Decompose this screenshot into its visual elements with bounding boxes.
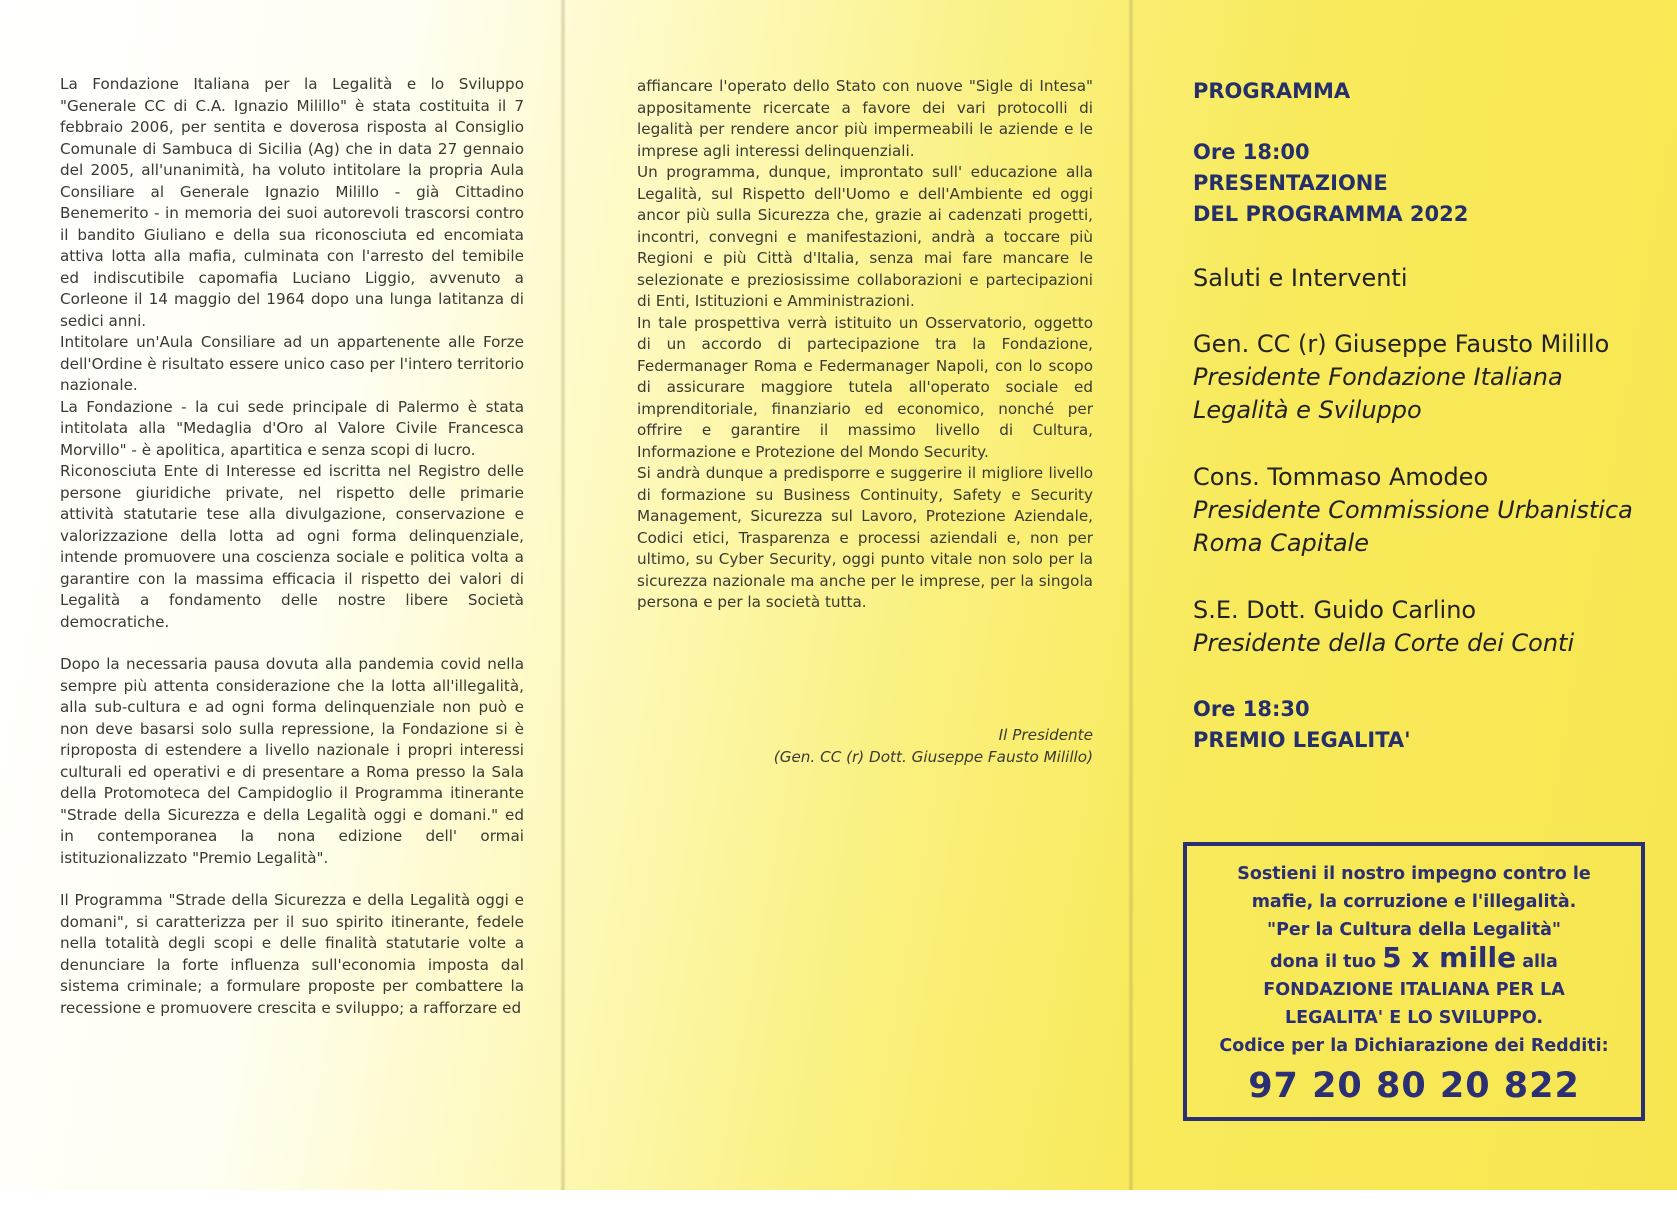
- five-per-mille: 5 x mille: [1382, 941, 1517, 974]
- paragraph: affiancare l'operato dello Stato con nuove "Sigle di Intesa" appositamente ricercate a favore dei vari protocolli di legalità per rendere ancor più impermeabili le aziende e le imprese agli interessi delinquenziali.: [637, 77, 1093, 160]
- session-title: DEL PROGRAMMA 2022: [1193, 202, 1469, 226]
- donation-box: [1183, 842, 1645, 1121]
- signature-name: (Gen. CC (r) Dott. Giuseppe Fausto Milillo): [773, 747, 1093, 766]
- donation-line: Sostieni il nostro impegno contro le: [1237, 864, 1591, 884]
- paragraph: Dopo la necessaria pausa dovuta alla pandemia covid nella sempre più attenta considerazione che la lotta all'illegalità, alla sub-cultura e ad ogni forma delinquenziale non può e non deve basarsi solo sulla repressione, la Fondazione si è riproposta di estendere a livello nazionale i propri interessi culturali ed operativi e di presentare a Roma presso la Sala della Protomoteca del Campidoglio il Programma itinerante "Strade della Sicurezza e della Legalità oggi e domani." ed in contemporanea la nona edizione dell' ormai istituzionalizzato "Premio Legalità".: [60, 655, 524, 867]
- donation-text: dona il tuo: [1270, 952, 1377, 972]
- donation-text: alla: [1522, 952, 1558, 972]
- paragraph: Il Programma "Strade della Sicurezza e della Legalità oggi e domani", si caratterizza per il suo spirito itinerante, fedele nella totalità degli scopi e delle finalità statutarie volte a denunciare la forte influenza sull'economia imposta dal sistema criminale; a formulare proposte per combattere la recessione e promuovere crescita e sviluppo; a rafforzare ed: [60, 891, 524, 1017]
- greetings-label: Saluti e Interventi: [1193, 264, 1408, 292]
- donation-line: LEGALITA' E LO SVILUPPO.: [1285, 1008, 1543, 1028]
- speaker: [1193, 461, 1633, 560]
- speaker-name: Cons. Tommaso Amodeo: [1193, 463, 1489, 491]
- tax-code: 97 20 80 20 822: [1248, 1066, 1580, 1106]
- panel-middle-text: [637, 76, 1093, 614]
- session-1: [1193, 137, 1633, 230]
- donation-line: mafie, la corruzione e l'illegalità.: [1251, 892, 1577, 912]
- session-2: [1193, 694, 1633, 756]
- session-title: PREMIO LEGALITA': [1193, 728, 1411, 752]
- speaker-role: Presidente Commissione Urbanistica: [1193, 496, 1633, 524]
- paragraph: La Fondazione Italiana per la Legalità e lo Sviluppo "Generale CC di C.A. Ignazio Milillo" è stata costituita il 7 febbraio 2006, per sentita e doverosa risposta al Consiglio Comunale di Sambuca di Sicilia (Ag) che in data 27 gennaio del 2005, all'unanimità, ha voluto intitolare la propria Aula Consiliare al Generale Ignazio Milillo - già Cittadino Benemerito - in memoria dei suoi autorevoli trascorsi contro il bandito Giuliano e della sua riconosciuta ed encomiata attiva lotta alla mafia, culminata con l'arresto del temibile ed indiscutibile capomafia Luciano Liggio, avvenuto a Corleone il 14 maggio del 1964 dopo una lunga latitanza di sedici anni.: [60, 75, 524, 330]
- donation-line: [1187, 941, 1641, 976]
- scan-margin: [0, 1190, 1677, 1213]
- paragraph: Un programma, dunque, improntato sull' educazione alla Legalità, sul Rispetto dell'Uomo e dell'Ambiente ed oggi ancor più sulla Sicurezza che, grazie ai cadenzati progetti, incontri, convegni e manifestazioni, andrà a toccare più Regioni e più Città d'Italia, senza mai fare mancare le selezionate e preziosissime collaborazioni e partecipazioni di Enti, Istituzioni e Amministrazioni.: [637, 163, 1093, 310]
- greetings-block: [1193, 262, 1633, 295]
- program-heading-block: [1193, 76, 1633, 107]
- speaker-name: S.E. Dott. Guido Carlino: [1193, 596, 1477, 624]
- speaker-role: Roma Capitale: [1193, 529, 1369, 557]
- paragraph: Si andrà dunque a predisporre e suggerire il migliore livello di formazione su Business Continuity, Safety e Security Management, Sicurezza sul Lavoro, Protezione Aziendale, Codici etici, Trasparenza e processi aziendali e, non per ultimo, su Cyber Security, oggi punto vitale non solo per la sicurezza nazionale ma anche per le imprese, per la singola persona e per la società tutta.: [637, 464, 1093, 611]
- speaker-role: Presidente Fondazione Italiana: [1193, 363, 1563, 391]
- speaker: [1193, 594, 1633, 660]
- fold-line-left: [560, 0, 566, 1190]
- panel-left-text: [60, 74, 524, 1019]
- paragraph: Riconosciuta Ente di Interesse ed iscritta nel Registro delle persone giuridiche private, nel rispetto delle primarie attività statutarie tese alla divulgazione, conservazione e valorizzazione della lotta ad ogni forma delinquenziale, intende promuovere una coscienza sociale e politica volta a garantire con la massima efficacia il rispetto dei valori di Legalità a fondamento delle nostre libere Società democratiche.: [60, 462, 524, 631]
- speaker-name: Gen. CC (r) Giuseppe Fausto Milillo: [1193, 330, 1610, 358]
- speaker-role: Presidente della Corte dei Conti: [1193, 629, 1575, 657]
- speaker-role: Legalità e Sviluppo: [1193, 396, 1422, 424]
- paragraph: Intitolare un'Aula Consiliare ad un appartenente alle Forze dell'Ordine è risultato essere unico caso per l'intero territorio nazionale.: [60, 333, 524, 394]
- donation-line: FONDAZIONE ITALIANA PER LA: [1263, 980, 1565, 1000]
- donation-line: Codice per la Dichiarazione dei Redditi:: [1219, 1036, 1609, 1056]
- paragraph: La Fondazione - la cui sede principale di Palermo è stata intitolata alla "Medaglia d'Oro al Valore Civile Francesca Morvillo" - è apolitica, apartitica e senza scopi di lucro.: [60, 397, 524, 459]
- signature-title: Il Presidente: [998, 726, 1093, 744]
- fold-line-right: [1128, 0, 1134, 1190]
- session-title: PRESENTAZIONE: [1193, 171, 1388, 195]
- program-heading: PROGRAMMA: [1193, 79, 1351, 103]
- donation-line: "Per la Cultura della Legalità": [1266, 920, 1562, 940]
- signature-block: [637, 725, 1093, 768]
- session-time: Ore 18:00: [1193, 140, 1310, 164]
- speaker: [1193, 328, 1633, 427]
- paragraph: In tale prospettiva verrà istituito un Osservatorio, oggetto di un accordo di partecipazione tra la Fondazione, Federmanager Roma e Federmanager Napoli, con lo scopo di assicurare maggiore tutela all'operato sociale ed imprenditoriale, finanziario ed economico, nonché per offrire e garantire il massimo livello di Cultura, Informazione e Protezione del Mondo Security.: [637, 313, 1093, 461]
- session-time: Ore 18:30: [1193, 697, 1310, 721]
